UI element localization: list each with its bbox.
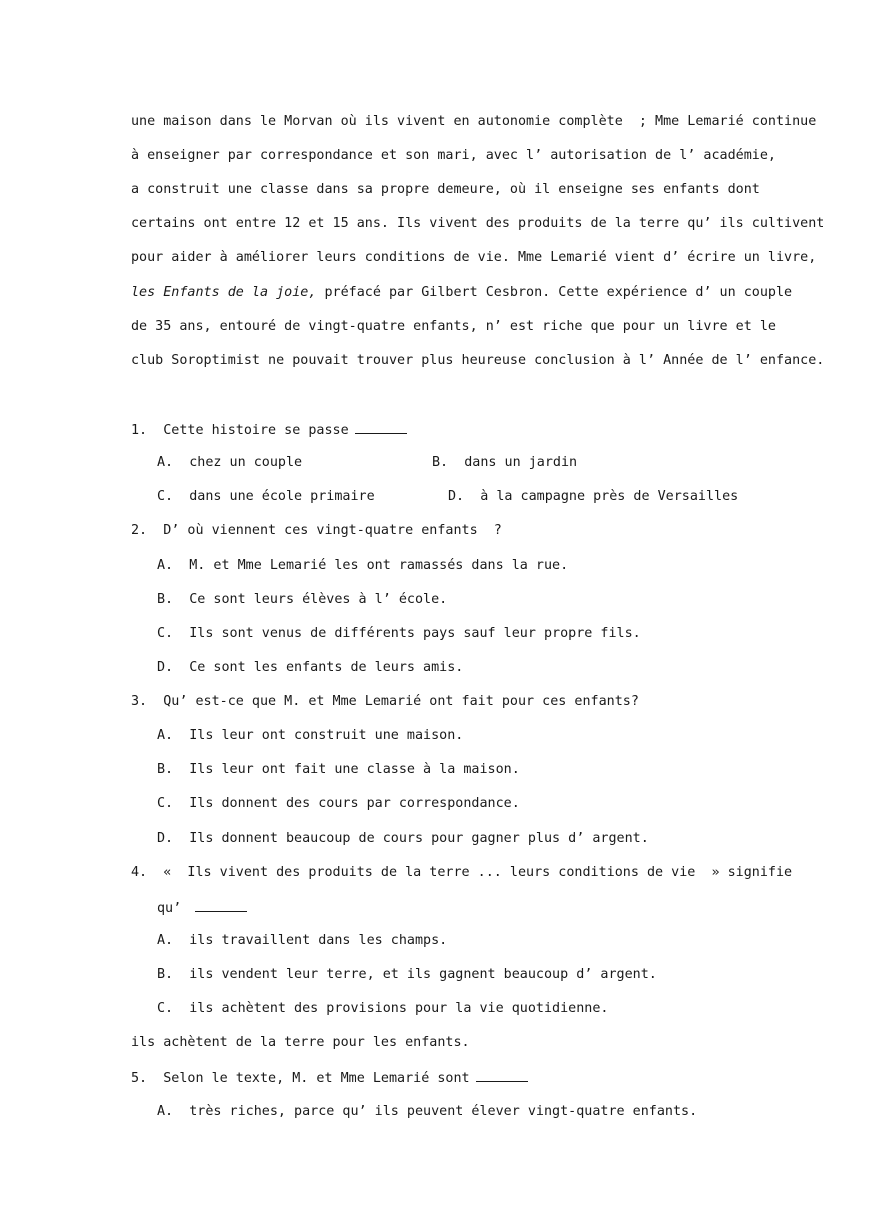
answer-blank: [355, 419, 407, 434]
passage-line-6: [131, 283, 793, 303]
question-2-option-b: B. Ce sont leurs élèves à l’ école.: [157, 592, 448, 607]
question-4-option-b: B. ils vendent leur terre, et ils gagnent beaucoup d’ argent.: [157, 967, 657, 982]
question-1-option-a: A. chez un couple: [157, 455, 303, 470]
question-3-option-d: D. Ils donnent beaucoup de cours pour gagner plus d’ argent.: [157, 831, 649, 846]
passage-line-7: de 35 ans, entouré de vingt-quatre enfants, n’ est riche que pour un livre et le: [131, 319, 776, 334]
question-4-option-d: ils achètent de la terre pour les enfants.: [131, 1035, 470, 1050]
question-2-stem: 2. D’ où viennent ces vingt-quatre enfants ?: [131, 523, 502, 538]
question-2-option-a: A. M. et Mme Lemarié les ont ramassés dans la rue.: [157, 558, 569, 573]
question-3-option-c: C. Ils donnent des cours par correspondance.: [157, 796, 520, 811]
question-2-option-c: C. Ils sont venus de différents pays sauf leur propre fils.: [157, 626, 641, 641]
answer-blank: [195, 897, 247, 912]
question-4-stem-tail: qu’: [157, 901, 182, 916]
question-3-stem: 3. Qu’ est-ce que M. et Mme Lemarié ont fait pour ces enfants?: [131, 694, 639, 709]
passage-line-1: une maison dans le Morvan où ils vivent en autonomie complète ; Mme Lemarié continue: [131, 114, 817, 129]
question-3-option-a: A. Ils leur ont construit une maison.: [157, 728, 464, 743]
question-3-option-b: B. Ils leur ont fait une classe à la maison.: [157, 762, 520, 777]
passage-line-2: à enseigner par correspondance et son mari, avec l’ autorisation de l’ académie,: [131, 148, 776, 163]
question-1-option-b: B. dans un jardin: [432, 455, 578, 470]
question-4-option-a: A. ils travaillent dans les champs.: [157, 933, 448, 948]
passage-line-5: pour aider à améliorer leurs conditions de vie. Mme Lemarié vient d’ écrire un livre,: [131, 250, 817, 265]
question-5-stem: [131, 1067, 741, 1087]
answer-blank: [476, 1067, 528, 1082]
question-1-stem: [131, 419, 741, 439]
passage-line-4: certains ont entre 12 et 15 ans. Ils vivent des produits de la terre qu’ ils cultivent: [131, 216, 825, 231]
question-5-text: 5. Selon le texte, M. et Mme Lemarié sont: [131, 1071, 470, 1086]
question-4-option-c: C. ils achètent des provisions pour la vie quotidienne.: [157, 1001, 609, 1016]
question-4-stem: 4. « Ils vivent des produits de la terre ... leurs conditions de vie » signifie: [131, 865, 793, 880]
passage-line-8: club Soroptimist ne pouvait trouver plus heureuse conclusion à l’ Année de l’ enfance.: [131, 353, 825, 368]
passage-line-6-rest: préfacé par Gilbert Cesbron. Cette expérience d’ un couple: [316, 285, 793, 300]
passage-line-3: a construit une classe dans sa propre demeure, où il enseigne ses enfants dont: [131, 182, 760, 197]
question-1-option-d: D. à la campagne près de Versailles: [448, 489, 739, 504]
question-2-option-d: D. Ce sont les enfants de leurs amis.: [157, 660, 464, 675]
question-4-stem-continued: [157, 897, 741, 917]
question-1-text: 1. Cette histoire se passe: [131, 423, 349, 438]
question-1-option-c: C. dans une école primaire: [157, 489, 375, 504]
question-5-option-a: A. très riches, parce qu’ ils peuvent élever vingt-quatre enfants.: [157, 1104, 698, 1119]
book-title: les Enfants de la joie,: [131, 285, 317, 300]
